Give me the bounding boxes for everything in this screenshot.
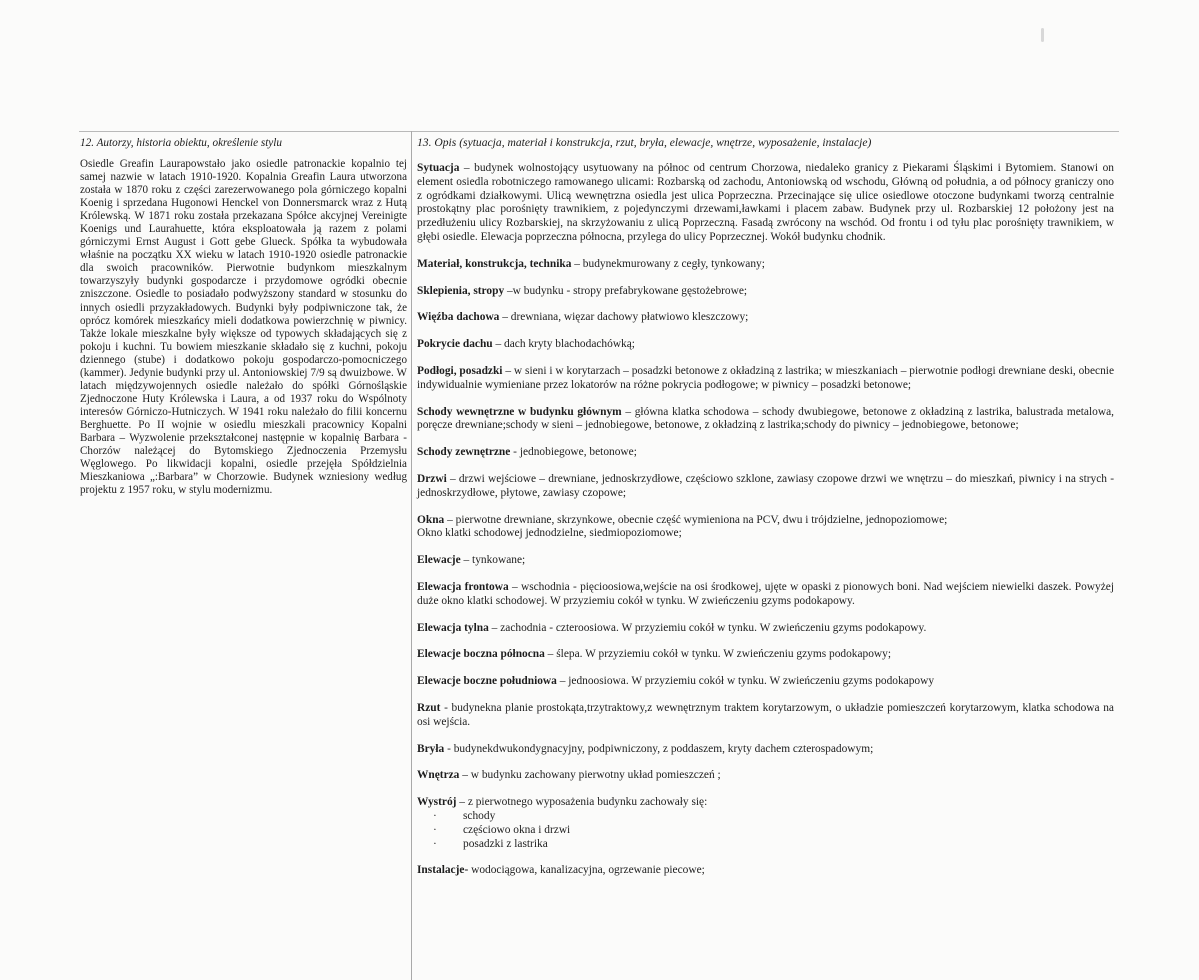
description-column xyxy=(417,136,1114,891)
section-text: - jednobiegowe, betonowe; xyxy=(510,446,637,459)
list-item: · schody xyxy=(433,810,1114,824)
section-elewacja-polnocna xyxy=(417,648,1114,662)
section-label: Elewacje boczne południowa xyxy=(417,675,557,688)
section-text: – pierwotne drewniane, skrzynkowe, obecnie część wymieniona na PCV, dwu i trójdzielne, jednopoziomowe; xyxy=(444,513,948,526)
section-label: Więźba dachowa xyxy=(417,311,500,324)
section-label: Sklepienia, stropy xyxy=(417,284,505,297)
section-label: Pokrycie dachu xyxy=(417,338,493,351)
section-text-line2: Okno klatki schodowej jednodzielne, siedmiopoziomowe; xyxy=(417,527,682,540)
section-text: wodociągowa, kanalizacyjna, ogrzewanie piecowe; xyxy=(468,864,705,877)
section-text: – tynkowane; xyxy=(460,554,526,567)
section-label: Schody zewnętrzne xyxy=(417,446,511,459)
section-text: – drzwi wejściowe – drewniane, jednoskrzydłowe, częściowo szklone, zawiasy czopowe drzwi we wnętrzu – do mieszkań, piwnicy i na strych - jednoskrzydłowe, płytowe, zawiasy czopowe; xyxy=(417,472,1114,499)
scan-speck xyxy=(1041,28,1044,42)
section-text: - budynekna planie prostokąta,trzytraktowy,z wewnętrznym traktem korytarzowym, o układzie pomieszczeń korytarzowym, klatka schodowa na osi wejścia. xyxy=(417,701,1114,728)
section-text: – drewniana, więzar dachowy płatwiowo kleszczowy; xyxy=(499,311,749,324)
description-heading: 13. Opis (sytuacja, materiał i konstrukcja, rzut, bryła, elewacje, wnętrze, wyposażenie, instalacje) xyxy=(417,136,872,149)
section-label: Wystrój xyxy=(417,796,457,809)
section-rzut xyxy=(417,702,1114,730)
column-divider xyxy=(411,131,412,980)
section-text: – z pierwotnego wyposażenia budynku zachowały się: xyxy=(456,796,708,809)
section-okna xyxy=(417,514,1114,542)
section-material xyxy=(417,258,1114,272)
section-instalacje xyxy=(417,864,1114,878)
section-label: Elewacje boczna północna xyxy=(417,648,545,661)
section-wiezba xyxy=(417,311,1114,325)
section-label: Wnętrza xyxy=(417,769,460,782)
section-label: Drzwi xyxy=(417,472,447,485)
section-text: –w budynku - stropy prefabrykowane gęstożebrowe; xyxy=(504,284,748,297)
history-text: Osiedle Greafin Laurapowstało jako osiedle patronackie kopalnio tej samej nazwie w latach 1910-1920. Kopalnia Greafin Laura utworzona została w 1870 roku z części zarezerwowanego pola górniczego kopalni Koenig i sprzedana Hugonowi Henckel von Donnersmarck wraz z Hutą Królewską. W 1871 roku została przekazana Spółce akcyjnej Vereinigte Koenigs und Laurahuette, która eksploatowała ją razem z polami górniczymi Ernst August i Gott gebe Glueck. Spółka ta wybudowała właśnie na początku XX wieku w latach 1910-1920 osiedle patronackie dla swoich pracowników. Pierwotnie budynkom mieszkalnym towarzyszyły budynki gospodarcze i przydomowe ogródki obecnie zniszczone. Osiedle to posiadało podwyższony standard w stosunku do innych osiedli przyzakładowych. Budynki były podpiwniczone tak, że oprócz komórek mieszkańcy mieli dodatkowa powierzchnię w piwnicy. Także lokale mieszkalne były większe od typowych składających się z pokoju i kuchni. Tu bowiem mieszkanie składało się z kuchni, pokoju dziennego (stube) i dodatkowo pokoju gospodarczo-pomocniczego (kammer). Jedynie budynki przy ul. Antoniowskiej 7/9 są dwuizbowe. W latach międzywojennych osiedle należało do spółki Górnośląskie Zjednoczone Huty Królewska i Laura, a od 1937 roku do Wspólnoty interesów Górniczo-Hutniczych. W 1941 roku należało do filii koncernu Berghuette. Po II wojnie w osiedlu mieszkali pracownicy Kopalni Barbara – Wyzwolenie przekształconej następnie w kopalnię Barbara - Chorzów należącej do Bytomskiego Zjednoczenia Przemysłu Węglowego. Po likwidacji kopalni, osiedle przejęła Spółdzielnia Mieszkaniowa „:Barbara” w Chorzowie. Budynek wzniesiony według projektu z 1957 roku, w stylu modernizmu. xyxy=(80,158,407,497)
wystroj-list xyxy=(417,810,1114,851)
section-text: – wschodnia - pięcioosiowa,wejście na osi środkowej, ujęte w opaski z pionowych boni. Nad wejściem niewielki daszek. Powyżej duże okno klatki schodowej. W przyziemiu cokół w tynku. W zwieńczeniu gzyms podokapowy. xyxy=(417,580,1114,607)
section-wystroj xyxy=(417,796,1114,851)
section-text: – zachodnia - czteroosiowa. W przyziemiu cokół w tynku. W zwieńczeniu gzyms podokapowy. xyxy=(488,621,927,634)
history-heading: 12. Autorzy, historia obiektu, określenie stylu xyxy=(80,137,282,149)
section-label: Materiał, konstrukcja, technika xyxy=(417,257,572,270)
section-text: – jednoosiowa. W przyziemiu cokół w tynku. W zwieńczeniu gzyms podokapowy xyxy=(556,675,935,688)
section-text: – budynek wolnostojący usytuowany na północ od centrum Chorzowa, niedaleko granicy z Piekarami Śląskimi i Bytomiem. Stanowi on element osiedla robotniczego ramowanego ulicami: Rozbarską od zachodu, Antoniowską od wschodu, Główną od południa, a od północy graniczy ono z ogródkami działkowymi. Ulicą wewnętrzna osiedla jest ulica Poprzeczna. Przecinające się ulice osiedlowe otoczone budynkami tworzą centralnie prostokątny plac porośnięty trawnikiem, z pojedynczymi drzewami,ławkami i placem zabaw. Budynek przy ul. Rozbarskiej 12 położony jest na przedłużeniu ulicy Rozbarskiej, na skrzyżowaniu z ulicą Poprzeczną. Fasadą zwrócony na wschód. Od frontu i od tyłu plac porośnięty trawnikiem, w głębi osiedle. Elewacja poprzeczna północna, przylega do ulicy Poprzecznej. Wokół budynku chodnik. xyxy=(417,162,1114,243)
section-elewacja-poludniowa xyxy=(417,675,1114,689)
section-schody-wewnetrzne xyxy=(417,406,1114,434)
section-label: Sytuacja xyxy=(417,162,460,174)
section-label: Schody wewnętrzne w budynku głównym xyxy=(417,405,622,418)
section-pokrycie xyxy=(417,338,1114,352)
section-schody-zewnetrzne xyxy=(417,446,1114,460)
section-label: Elewacja tylna xyxy=(417,621,489,634)
section-label: Bryła xyxy=(417,742,445,755)
section-label: Podłogi, posadzki xyxy=(417,364,503,377)
section-sytuacja xyxy=(417,162,1114,245)
list-item: · posadzki z lastrika xyxy=(433,838,1114,852)
table-top-rule xyxy=(79,131,1119,132)
section-label: Elewacje xyxy=(417,554,461,567)
section-drzwi xyxy=(417,473,1114,501)
section-text: – główna klatka schodowa – schody dwubiegowe, betonowe z okładziną z lastrika, balustrada metalowa, poręcze drewniane;schody w sieni – jednobiegowe, betonowe, z okładziną z lastrika;schody do piwnicy – jednobiegowe, betonowe; xyxy=(417,405,1114,432)
section-wnetrza xyxy=(417,769,1114,783)
section-text: – w budynku zachowany pierwotny układ pomieszczeń ; xyxy=(459,769,721,782)
section-label: Instalacje- xyxy=(417,864,469,877)
section-sklepienia xyxy=(417,285,1114,299)
section-elewacje xyxy=(417,554,1114,568)
section-elewacja-frontowa xyxy=(417,581,1114,609)
section-text: – ślepa. W przyziemiu cokół w tynku. W zwieńczeniu gzyms podokapowy; xyxy=(544,648,892,661)
section-podlogi xyxy=(417,365,1114,393)
section-text: - budynekdwukondygnacyjny, podpiwniczony, z poddaszem, kryty dachem czterospadowym; xyxy=(444,742,874,755)
section-text: – dach kryty blachodachówką; xyxy=(492,338,635,351)
section-bryla xyxy=(417,743,1114,757)
section-text: – w sieni i w korytarzach – posadzki betonowe z okładziną z lastrika; w mieszkaniach – pierwotnie podłogi drewniane deski, obecnie indywidualnie wymieniane przez lokatorów na różne pokrycia podłogowe; w piwnicy – posadzki betonowe; xyxy=(417,364,1115,391)
section-text: – budynekmurowany z cegły, tynkowany; xyxy=(571,257,765,270)
section-label: Rzut xyxy=(417,701,441,714)
section-elewacja-tylna xyxy=(417,622,1114,636)
section-label: Elewacja frontowa xyxy=(417,580,509,593)
history-column xyxy=(80,136,407,497)
list-item: · częściowo okna i drzwi xyxy=(433,824,1114,838)
section-label: Okna xyxy=(417,513,445,526)
